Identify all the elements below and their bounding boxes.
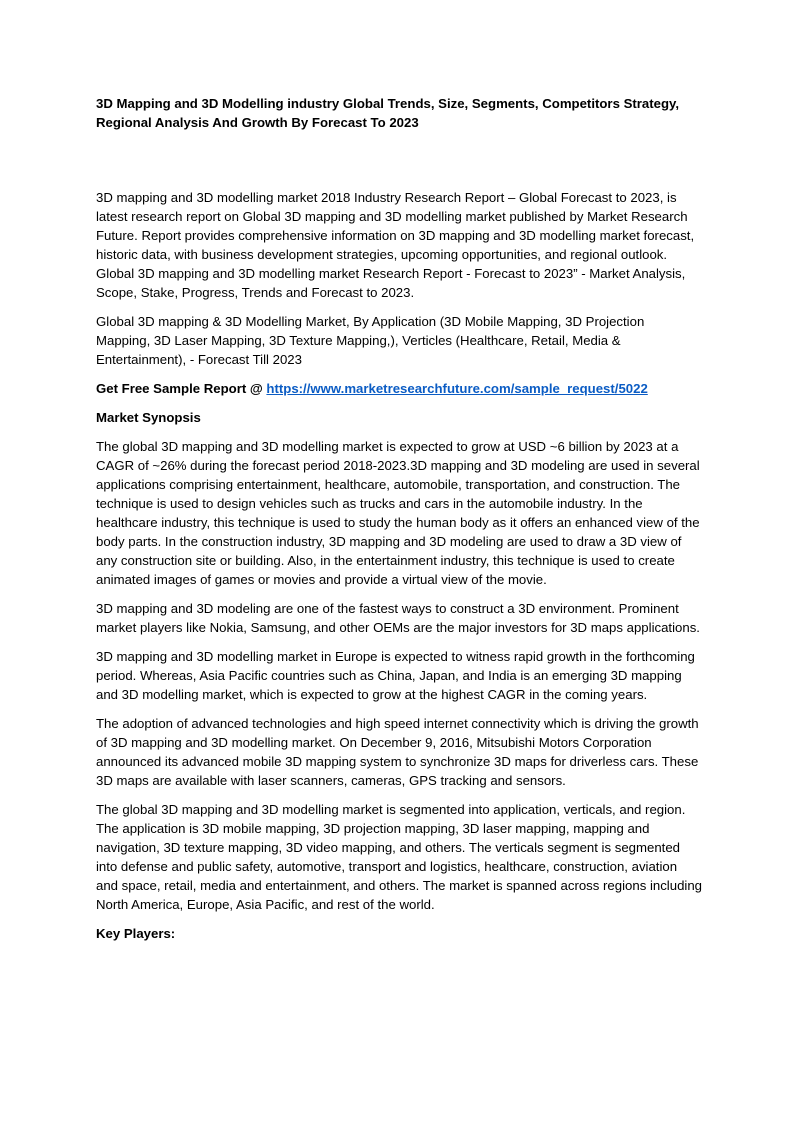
synopsis-paragraph-2: 3D mapping and 3D modeling are one of the fastest ways to construct a 3D environment. Prominent market players like Nokia, Samsung, and other OEMs are the major investors for 3D maps applications. [96,601,700,635]
synopsis-paragraph-5: The global 3D mapping and 3D modelling market is segmented into application, verticals, and region. The application is 3D mobile mapping, 3D projection mapping, 3D laser mapping, mapping and navigation, 3D texture mapping, 3D video mapping, and others. The verticals segment is segmented into defense and public safety, automotive, transport and logistics, healthcare, construction, aviation and space, retail, media and entertainment, and others. The market is spanned across regions including North America, Europe, Asia Pacific, and rest of the world. [96,802,703,912]
sample-report-line [96,379,702,398]
synopsis-paragraph-3: 3D mapping and 3D modelling market in Europe is expected to witness rapid growth in the forthcoming period. Whereas, Asia Pacific countries such as China, Japan, and India is an emerging 3D mapping and 3D modelling market, which is expected to grow at the highest CAGR in the coming years. [96,649,695,702]
segments-paragraph: Global 3D mapping & 3D Modelling Market, By Application (3D Mobile Mapping, 3D Projection Mapping, 3D Laser Mapping, 3D Texture Mapping,), Verticles (Healthcare, Retail, Media & Entertainment), - Forecast Till 2023 [96,314,645,367]
intro-paragraph: 3D mapping and 3D modelling market 2018 Industry Research Report – Global Forecast to 2023, is latest research report on Global 3D mapping and 3D modelling market published by Market Research Future. Report provides comprehensive information on 3D mapping and 3D modelling market forecast, historic data, with business development strategies, upcoming opportunities, and regional outlook. Global 3D mapping and 3D modelling market Research Report - Forecast to 2023” - Market Analysis, Scope, Stake, Progress, Trends and Forecast to 2023. [96,190,695,300]
synopsis-paragraph-4: The adoption of advanced technologies and high speed internet connectivity which is driving the growth of 3D mapping and 3D modelling market. On December 9, 2016, Mitsubishi Motors Corporation announced its advanced mobile 3D mapping system to synchronize 3D maps for driverless cars. These 3D maps are available with laser scanners, cameras, GPS tracking and sensors. [96,716,699,788]
market-synopsis-heading: Market Synopsis [96,410,201,425]
sample-report-link[interactable]: https://www.marketresearchfuture.com/sample_request/5022 [266,381,648,396]
synopsis-paragraph-1: The global 3D mapping and 3D modelling market is expected to grow at USD ~6 billion by 2023 at a CAGR of ~26% during the forecast period 2018-2023.3D mapping and 3D modeling are used in several applications comprising entertainment, healthcare, automobile, transportation, and construction. The technique is used to design vehicles such as trucks and cars in the automobile industry. In the healthcare industry, this technique is used to study the human body as it offers an enhanced view of the body parts. In the construction industry, 3D mapping and 3D modeling are used to draw a 3D view of any construction site or building. Also, in the entertainment industry, this technique is used to create animated images of games or movies and provide a virtual view of the movie. [96,439,700,587]
document-title: 3D Mapping and 3D Modelling industry Global Trends, Size, Segments, Competitors Strategy, Regional Analysis And Growth By Forecast To 2023 [96,96,680,130]
document-page [96,94,702,953]
key-players-heading: Key Players: [96,926,176,941]
sample-report-label: Get Free Sample Report @ [96,381,267,396]
